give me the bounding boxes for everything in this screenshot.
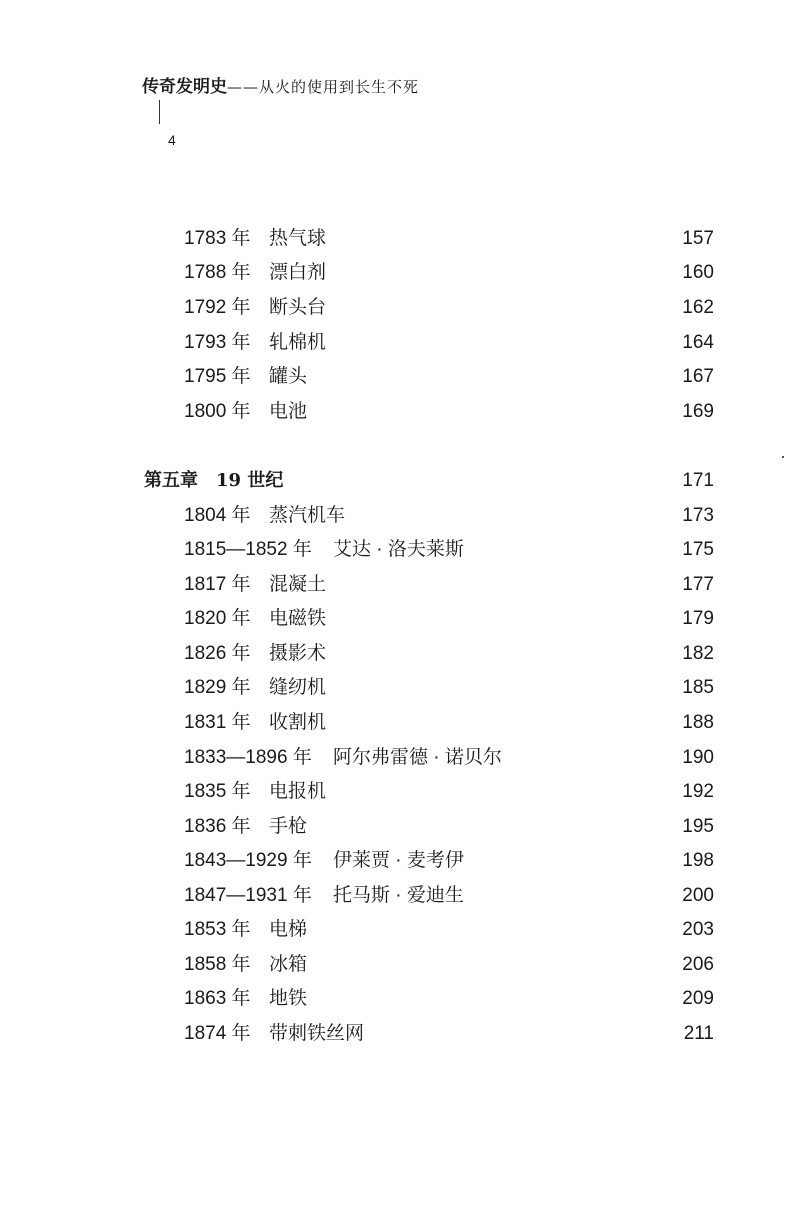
- entry-year: 1853 年: [184, 919, 251, 940]
- entry-page-number: 190: [682, 747, 714, 768]
- entry-year: 1843—1929 年: [184, 850, 312, 871]
- toc-entry[interactable]: [0, 602, 790, 636]
- entry-page-number: 206: [682, 954, 714, 975]
- entry-page-number: 188: [682, 712, 714, 733]
- entry-year: 1833—1896 年: [184, 747, 312, 768]
- toc-entry[interactable]: [0, 291, 790, 325]
- toc-entry[interactable]: [0, 499, 790, 533]
- toc-entry[interactable]: [0, 775, 790, 809]
- entry-page-number: 198: [682, 850, 714, 871]
- entry-year: 1847—1931 年: [184, 885, 312, 906]
- entry-page-number: 167: [682, 366, 714, 387]
- entry-title: 艾达 · 洛夫莱斯: [333, 539, 464, 560]
- entry-page-number: 185: [682, 677, 714, 698]
- entry-year: 1804 年: [184, 505, 251, 526]
- entry-year: 1858 年: [184, 954, 251, 975]
- book-subtitle: ——从火的使用到长生不死: [227, 78, 420, 96]
- chapter-title: 第五章 19 世纪: [144, 470, 284, 491]
- entry-year: 1795 年: [184, 366, 251, 387]
- entry-title: 漂白剂: [269, 262, 327, 283]
- entry-page-number: 177: [682, 574, 714, 595]
- toc-entry[interactable]: [0, 256, 790, 290]
- entry-title: 断头台: [269, 297, 327, 318]
- entry-title: 冰箱: [269, 954, 308, 975]
- page-number: 4: [168, 132, 176, 148]
- entry-title: 伊莱贾 · 麦考伊: [333, 850, 464, 871]
- entry-year: 1863 年: [184, 988, 251, 1009]
- entry-page-number: 179: [682, 608, 714, 629]
- entry-year: 1783 年: [184, 228, 251, 249]
- toc-entry[interactable]: [0, 741, 790, 775]
- entry-page-number: 195: [682, 816, 714, 837]
- entry-title: 托马斯 · 爱迪生: [333, 885, 464, 906]
- entry-year: 1788 年: [184, 262, 251, 283]
- toc-entry[interactable]: [0, 360, 790, 394]
- toc-entry[interactable]: [0, 844, 790, 878]
- entry-year: 1820 年: [184, 608, 251, 629]
- entry-title: 热气球: [269, 228, 327, 249]
- entry-page-number: 162: [682, 297, 714, 318]
- entry-year: 1829 年: [184, 677, 251, 698]
- toc-entry[interactable]: [0, 671, 790, 705]
- toc-entry[interactable]: [0, 1017, 790, 1051]
- entry-page-number: 200: [682, 885, 714, 906]
- entry-year: 1793 年: [184, 332, 251, 353]
- entry-title: 电梯: [269, 919, 308, 940]
- entry-page-number: 211: [683, 1023, 714, 1044]
- entry-title: 电磁铁: [269, 608, 327, 629]
- entry-title: 带刺铁丝网: [269, 1023, 365, 1044]
- entry-year: 1815—1852 年: [184, 539, 312, 560]
- entry-title: 蒸汽机车: [269, 505, 346, 526]
- entry-page-number: 175: [682, 539, 714, 560]
- entry-page-number: 173: [682, 505, 714, 526]
- entry-title: 轧棉机: [269, 332, 327, 353]
- entry-year: 1817 年: [184, 574, 251, 595]
- entry-page-number: 192: [682, 781, 714, 802]
- entry-title: 罐头: [269, 366, 308, 387]
- chapter-heading[interactable]: [0, 464, 790, 498]
- entry-year: 1874 年: [184, 1023, 251, 1044]
- toc-entry[interactable]: [0, 395, 790, 429]
- entry-year: 1836 年: [184, 816, 251, 837]
- entry-page-number: 157: [682, 228, 714, 249]
- entry-year: 1792 年: [184, 297, 251, 318]
- scan-edge-mark: [782, 456, 784, 458]
- entry-page-number: 160: [682, 262, 714, 283]
- toc-entry[interactable]: [0, 879, 790, 913]
- entry-page-number: 169: [682, 401, 714, 422]
- entry-page-number: 209: [682, 988, 714, 1009]
- toc-entry[interactable]: [0, 948, 790, 982]
- entry-title: 地铁: [269, 988, 308, 1009]
- toc-entry[interactable]: [0, 326, 790, 360]
- toc-entry[interactable]: [0, 810, 790, 844]
- toc-entry[interactable]: [0, 222, 790, 256]
- entry-page-number: 164: [682, 332, 714, 353]
- toc-entry[interactable]: [0, 568, 790, 602]
- entry-title: 电报机: [269, 781, 327, 802]
- toc-entry[interactable]: [0, 706, 790, 740]
- toc-entry[interactable]: [0, 637, 790, 671]
- toc-entry[interactable]: [0, 533, 790, 567]
- toc-entry[interactable]: [0, 982, 790, 1016]
- entry-year: 1800 年: [184, 401, 251, 422]
- entry-page-number: 203: [682, 919, 714, 940]
- book-title: 传奇发明史: [142, 77, 227, 97]
- entry-page-number: 182: [682, 643, 714, 664]
- entry-title: 摄影术: [269, 643, 327, 664]
- entry-title: 混凝土: [269, 574, 327, 595]
- toc-entry[interactable]: [0, 913, 790, 947]
- entry-title: 电池: [269, 401, 308, 422]
- entry-title: 手枪: [269, 816, 308, 837]
- entry-year: 1835 年: [184, 781, 251, 802]
- entry-year: 1831 年: [184, 712, 251, 733]
- entry-title: 阿尔弗雷德 · 诺贝尔: [333, 747, 502, 768]
- chapter-page-number: 171: [682, 470, 714, 491]
- entry-title: 缝纫机: [269, 677, 327, 698]
- entry-title: 收割机: [269, 712, 327, 733]
- entry-year: 1826 年: [184, 643, 251, 664]
